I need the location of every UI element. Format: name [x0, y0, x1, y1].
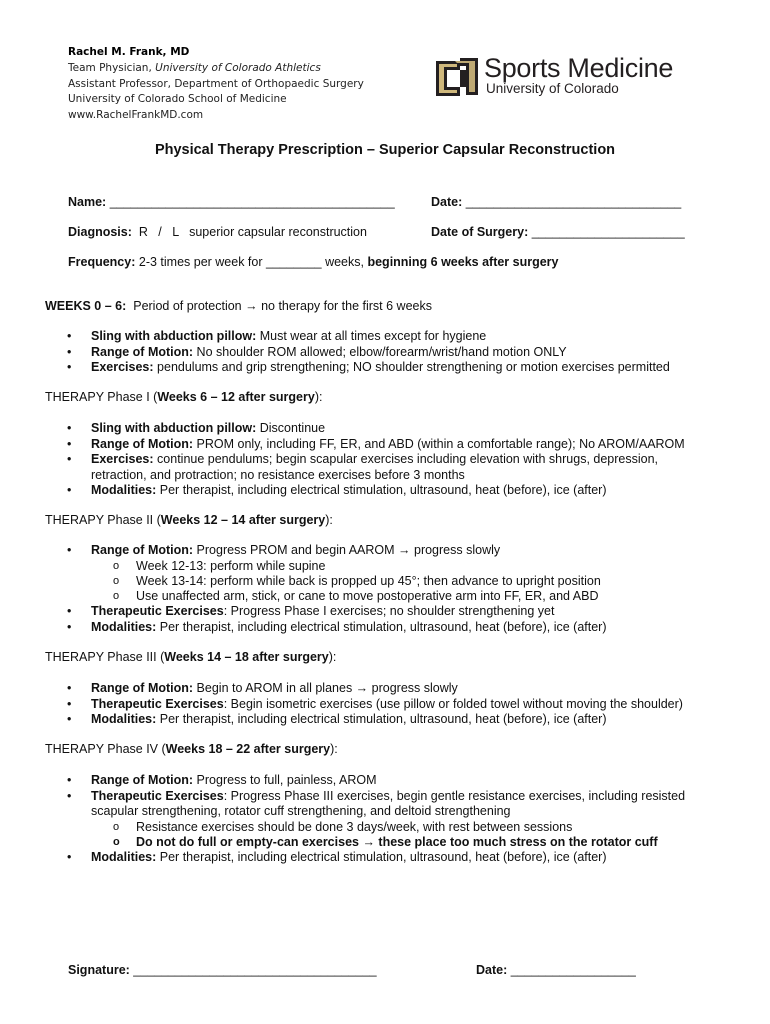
section-list — [62, 681, 712, 728]
list-item — [62, 789, 712, 851]
author-line2: Assistant Professor, Department of Orthopaedic Surgery — [68, 77, 364, 90]
author-line3: University of Colorado School of Medicine — [68, 93, 287, 106]
item-label: Modalities: — [91, 712, 157, 727]
list-item — [62, 697, 712, 713]
signature-date-blank: __________________ — [510, 963, 636, 977]
date-field — [431, 195, 681, 209]
signature-field — [68, 963, 377, 977]
page-title: Physical Therapy Prescription – Superior Capsular Reconstruction — [154, 142, 616, 158]
item-text: Must wear at all times except for hygiene — [256, 329, 487, 343]
list-item — [62, 329, 712, 345]
section-heading-text: THERAPY Phase I ( — [45, 390, 158, 404]
sub-list — [91, 820, 712, 851]
item-text: Progress PROM and begin AAROM → progress slowly — [193, 543, 501, 557]
date-label: Date: — [431, 195, 466, 209]
sub-list-item: o Week 12-13: perform while supine — [91, 559, 712, 574]
list-item — [62, 712, 712, 728]
section-heading-bold: Weeks 18 – 22 after surgery — [165, 742, 331, 756]
section-heading-text: THERAPY Phase III ( — [45, 650, 165, 664]
section-list — [62, 543, 712, 636]
signature-blank: ___________________________________ — [133, 963, 377, 977]
item-text: Discontinue — [256, 421, 326, 435]
sub-list-item: o Use unaffected arm, stick, or cane to move postoperative arm into FF, ER, and ABD — [91, 589, 712, 604]
item-label: Range of Motion: — [91, 773, 194, 787]
item-label: Modalities: — [91, 850, 157, 865]
name-blank: _________________________________________ — [109, 195, 395, 209]
item-text: Per therapist, including electrical stimulation, ultrasound, heat (before), ice (after) — [156, 850, 607, 865]
diagnosis-label: Diagnosis: — [68, 225, 132, 239]
list-item — [62, 543, 712, 604]
surgery-date-blank: ______________________ — [531, 225, 685, 239]
list-item — [62, 850, 712, 866]
item-label: Modalities: — [91, 483, 157, 498]
date-blank: _______________________________ — [465, 195, 682, 209]
list-item — [62, 604, 712, 620]
item-label: Therapeutic Exercises — [91, 604, 224, 619]
section-heading-bold: Weeks 14 – 18 after surgery — [164, 650, 329, 664]
item-label: Modalities: — [91, 620, 157, 635]
list-item — [62, 452, 712, 483]
logo-title: Sports Medicine — [484, 53, 674, 83]
item-text: PROM only, including FF, ER, and ABD (within a comfortable range); No AROM/AAROM — [193, 436, 685, 451]
diagnosis-value: R / L superior capsular reconstruction — [131, 225, 367, 239]
item-text: continue pendulums; begin scapular exercises including elevation with shrugs, depression, retraction, and protraction; no resistance exercises before 3 months — [91, 452, 659, 482]
section-heading-end: ): — [314, 390, 323, 404]
section-heading — [45, 742, 338, 756]
item-label: Exercises: — [91, 452, 154, 467]
signature-label: Signature: — [68, 963, 134, 977]
item-label: Range of Motion: — [91, 436, 194, 451]
section-heading-text: THERAPY Phase II ( — [45, 513, 161, 527]
item-text: No shoulder ROM allowed; elbow/forearm/wrist/hand motion ONLY — [193, 344, 567, 359]
section-heading-end: ): — [328, 650, 337, 664]
author-role — [68, 61, 364, 77]
section-heading-bold: WEEKS 0 – 6: — [45, 299, 127, 313]
surgery-date-label: Date of Surgery: — [431, 225, 532, 239]
surgery-date-field — [431, 225, 685, 239]
section-heading-bold: Weeks 12 – 14 after surgery — [160, 513, 326, 527]
cu-logo-icon — [434, 55, 480, 101]
name-field — [68, 195, 395, 209]
list-item — [62, 773, 712, 789]
item-label: Range of Motion: — [91, 681, 194, 695]
sub-list-item: o Resistance exercises should be done 3 days/week, with rest between sessions — [91, 820, 712, 835]
item-text: pendulums and grip strengthening; NO shoulder strengthening or motion exercises permitted — [153, 360, 670, 375]
item-text: : Progress Phase III exercises, begin gentle resistance exercises, including resisted scapular strengthening, rotator cuff strengthening, and deltoid strengthening — [91, 788, 686, 819]
item-label: Therapeutic Exercises — [91, 696, 224, 711]
list-item — [62, 345, 712, 361]
item-text: Per therapist, including electrical stimulation, ultrasound, heat (before), ice (after) — [156, 712, 607, 727]
author-role-org: University of Colorado Athletics — [155, 61, 321, 74]
item-label: Sling with abduction pillow: — [91, 329, 257, 343]
list-item — [62, 421, 712, 437]
section-list — [62, 329, 712, 376]
diagnosis-field — [68, 225, 367, 239]
section-list — [62, 421, 712, 499]
list-item — [62, 437, 712, 453]
logo-subtitle: University of Colorado — [486, 81, 619, 96]
item-label: Therapeutic Exercises — [91, 788, 224, 803]
section-heading — [45, 650, 336, 664]
signature-date-field — [476, 963, 636, 977]
list-item — [62, 483, 712, 499]
section-heading-end: ): — [325, 513, 333, 527]
item-label: Exercises: — [91, 360, 154, 375]
section-heading-end: ): — [330, 742, 338, 756]
sub-list — [91, 559, 712, 605]
item-text: : Progress Phase I exercises; no shoulder strengthening yet — [223, 604, 555, 619]
section-heading — [45, 299, 432, 313]
section-list — [62, 773, 712, 866]
item-text: Begin to AROM in all planes → progress slowly — [193, 681, 458, 695]
item-label: Range of Motion: — [91, 543, 194, 557]
author-website: www.RachelFrankMD.com — [68, 109, 204, 122]
frequency-field — [68, 255, 559, 269]
item-text: Per therapist, including electrical stimulation, ultrasound, heat (before), ice (after) — [156, 483, 607, 498]
author-block — [68, 45, 364, 124]
section-heading-bold: Weeks 6 – 12 after surgery — [157, 390, 315, 404]
author-name: Rachel M. Frank, MD — [68, 46, 190, 58]
list-item — [62, 620, 712, 636]
list-item — [62, 360, 712, 376]
section-heading-text: THERAPY Phase IV ( — [45, 742, 166, 756]
author-role-prefix: Team Physician, — [68, 61, 156, 74]
sub-list-item-bold: o Do not do full or empty-can exercises → these place too much stress on the rotator cuff — [91, 835, 712, 850]
sports-medicine-logo — [434, 53, 694, 103]
item-label: Range of Motion: — [91, 344, 194, 359]
signature-date-label: Date: — [476, 963, 511, 977]
frequency-label: Frequency: — [68, 255, 136, 269]
section-heading — [45, 390, 322, 404]
sub-list-item: o Week 13-14: perform while back is propped up 45°; then advance to upright position — [91, 574, 712, 589]
name-label: Name: — [68, 195, 110, 209]
item-text: Progress to full, painless, AROM — [193, 773, 377, 787]
frequency-bold: beginning 6 weeks after surgery — [367, 255, 559, 269]
frequency-value: 2-3 times per week for ________ weeks, — [135, 255, 368, 269]
section-heading — [45, 513, 333, 527]
item-label: Sling with abduction pillow: — [91, 421, 257, 435]
item-text: Per therapist, including electrical stimulation, ultrasound, heat (before), ice (after) — [156, 620, 607, 635]
section-heading-rest: Period of protection → no therapy for the first 6 weeks — [126, 299, 432, 313]
list-item — [62, 681, 712, 697]
item-text: : Begin isometric exercises (use pillow or folded towel without moving the shoulder) — [223, 696, 683, 711]
